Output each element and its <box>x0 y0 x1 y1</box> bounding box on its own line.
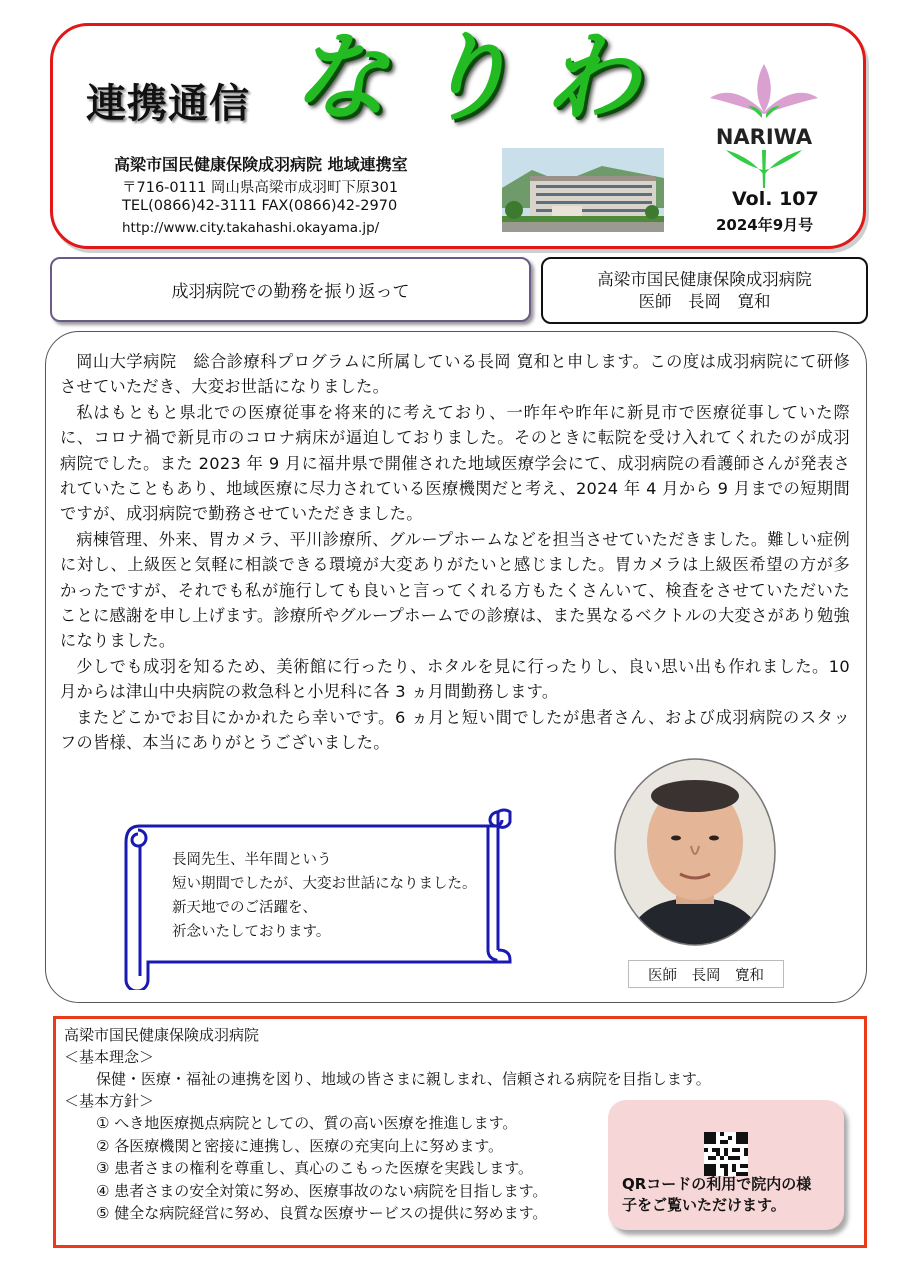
policy-item: ④ 患者さまの安全対策に努め、医療事故のない病院を目指します。 <box>96 1181 548 1200</box>
newsletter-title: 連携通信 <box>86 81 250 127</box>
basic-policy-heading: ＜基本方針＞ <box>64 1092 155 1110</box>
article-title-box <box>50 257 531 322</box>
qr-code-icon[interactable] <box>704 1132 748 1176</box>
issue-date: 2024年9月号 <box>716 216 814 234</box>
author-organization: 高梁市国民健康保険成羽病院 <box>597 270 812 290</box>
scroll-line: 新天地でのご活躍を、 <box>172 900 317 916</box>
qr-caption-line: QRコードの利用で院内の様 <box>622 1175 812 1193</box>
qr-caption <box>622 1174 811 1216</box>
hospital-phone-fax: TEL(0866)42-3111 FAX(0866)42-2970 <box>122 198 398 214</box>
doctor-portrait-photo <box>614 758 776 946</box>
logo-wordmark: NARIWA <box>715 125 813 149</box>
author-name: 医師 長岡 寛和 <box>638 291 771 311</box>
article-paragraph: 少しでも成羽を知るため、美術館に行ったり、ホタルを見に行ったりし、良い思い出も作れました。10 月からは津山中央病院の救急科と小児科に各 3 ヵ月間勤務します。 <box>60 656 850 702</box>
scroll-line: 長岡先生、半年間という <box>172 852 332 868</box>
nariwa-flower-logo <box>704 62 824 190</box>
photo-caption: 医師 長岡 寛和 <box>628 960 784 988</box>
volume-number: Vol. 107 <box>732 188 819 210</box>
policy-item: ① へき地医療拠点病院としての、質の高い医療を推進します。 <box>96 1114 518 1132</box>
article-paragraph: 岡山大学病院 総合診療科プログラムに所属している長岡 寛和と申します。この度は成羽病院にて研修させていただき、大変お世話になりました。 <box>60 352 850 397</box>
policy-item: ② 各医療機関と密接に連携し、医療の充実向上に努めます。 <box>96 1136 504 1155</box>
scroll-line: 祈念いたしております。 <box>172 924 331 940</box>
author-box <box>541 257 868 324</box>
qr-caption-line: 子をご覧いただけます。 <box>622 1196 786 1214</box>
basic-policy-list <box>96 1112 547 1225</box>
policy-item: ⑤ 健全な病院経営に努め、良質な医療サービスの提供に努めます。 <box>96 1204 548 1222</box>
article-title: 成羽病院での勤務を振り返って <box>171 282 410 302</box>
article-body <box>60 349 850 756</box>
nariwa-title: なりわ <box>292 21 670 134</box>
hospital-url-link[interactable]: http://www.city.takahashi.okayama.jp/ <box>122 220 380 236</box>
basic-philosophy-text: 保健・医療・福祉の連携を図り、地域の皆さまに親しまれ、信頼される病院を目指します。 <box>96 1070 711 1088</box>
hospital-address: 〒716-0111 岡山県高梁市成羽町下原301 <box>122 180 399 196</box>
basic-philosophy-heading: ＜基本理念＞ <box>64 1048 155 1066</box>
footer-hospital-name: 高梁市国民健康保険成羽病院 <box>64 1026 260 1044</box>
scroll-line: 短い期間でしたが、大変お世話になりました。 <box>172 876 477 892</box>
scroll-message <box>172 848 477 944</box>
article-paragraph: またどこかでお目にかかれたら幸いです。6 ヵ月と短い間でしたが患者さん、および成羽病院のスタッフの皆様、本当にありがとうございました。 <box>60 707 850 753</box>
article-paragraph: 病棟管理、外来、胃カメラ、平川診療所、グループホームなどを担当させていただきました。難しい症例に対し、上級医と気軽に相談できる環境が大変ありがたいと感じました。胃カメラは上級医希望の方が多かったですが、それでも私が施行しても良いと言ってくれる方もたくさんいて、検査をさせていただいたことに感謝を申し上げます。診療所やグループホームでの診療は、また異なるベクトルの大変さがあり勉強になりました。 <box>60 529 850 651</box>
policy-item: ③ 患者さまの権利を尊重し、真心のこもった医療を実践します。 <box>96 1159 534 1177</box>
article-paragraph: 私はもともと県北での医療従事を将来的に考えており、一昨年や昨年に新見市で医療従事していた際に、コロナ禍で新見市のコロナ病床が逼迫しておりました。そのときに転院を受け入れてくれたのが成羽病院でした。また 2023 年 9 月に福井県で開催された地域医療学会にて、成羽病院の看護師さんが発表されていたこともあり、地域医療に尽力されている医療機関だと考え、2024 年 4 月から 9 月までの短期間ですが、成羽病院で勤務させていただきました。 <box>60 402 850 524</box>
hospital-building-photo <box>502 148 664 232</box>
hospital-department: 高梁市国民健康保険成羽病院 地域連携室 <box>114 155 408 174</box>
